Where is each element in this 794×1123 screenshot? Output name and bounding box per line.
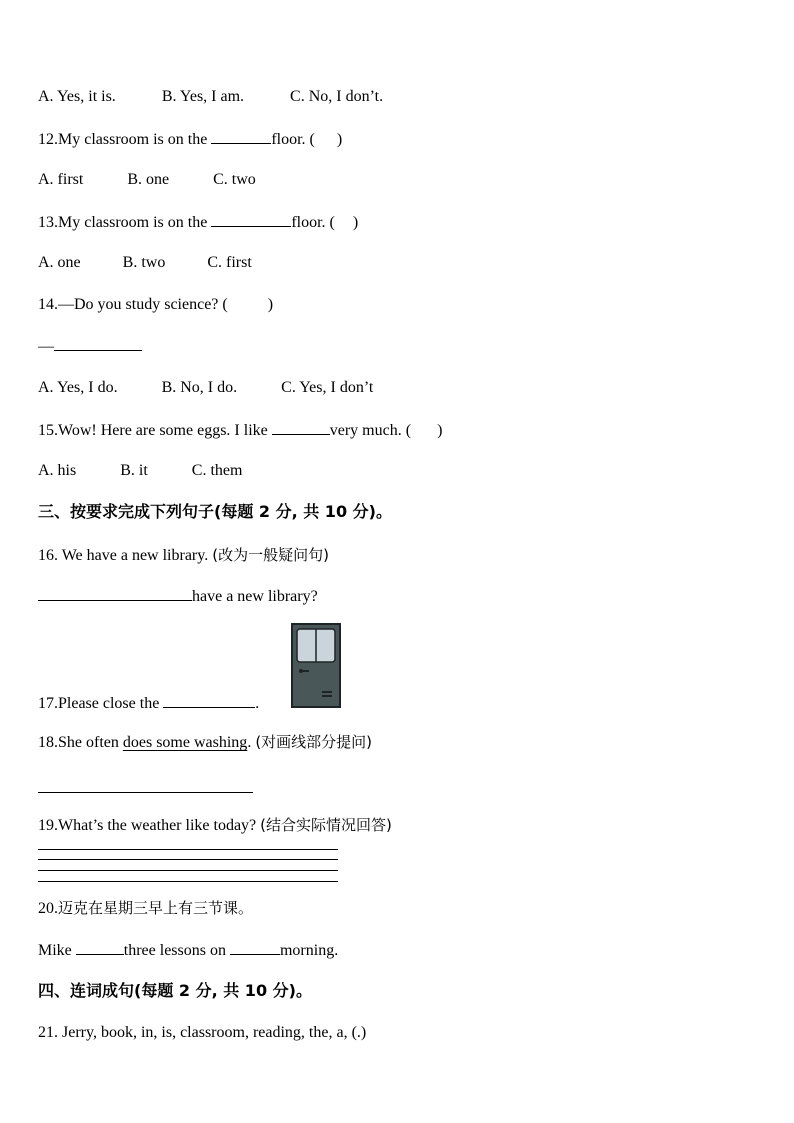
section-3-heading: 三、按要求完成下列句子(每题 2 分, 共 10 分)。 <box>38 502 392 521</box>
q13-text-after: floor. ( <box>291 214 335 231</box>
q13-blank[interactable] <box>211 212 291 227</box>
q19-instruction: (结合实际情况回答) <box>260 816 392 834</box>
q15-number: 15. <box>38 422 58 439</box>
q16-answer-line <box>38 586 318 607</box>
q19-number: 19. <box>38 817 58 834</box>
q14-close-paren: ) <box>267 296 274 313</box>
q15-text-after: very much. ( <box>329 422 412 439</box>
q15-question <box>38 420 442 441</box>
q12-blank[interactable] <box>211 129 271 144</box>
q19-answer-line-3[interactable] <box>38 870 338 871</box>
q18-instruction: (对画线部分提问) <box>255 733 373 751</box>
q13-number: 13. <box>38 214 58 231</box>
q18-text-before: She often <box>58 734 123 751</box>
q14-question <box>38 295 273 315</box>
q16-instruction: (改为一般疑问句) <box>212 546 329 564</box>
q17-number: 17. <box>38 695 58 712</box>
q15-option-c: C. them <box>191 462 243 479</box>
q14-answer-dash: — <box>38 338 54 355</box>
q21-number: 21. <box>38 1024 62 1041</box>
q12-text-after: floor. ( <box>271 131 315 148</box>
q13-option-a: A. one <box>38 254 81 271</box>
q15-text-before: Wow! Here are some eggs. I like <box>58 422 272 439</box>
q12-text-before: My classroom is on the <box>58 131 212 148</box>
section-4-heading: 四、连词成句(每题 2 分, 共 10 分)。 <box>38 981 312 1000</box>
q19-answer-line-2[interactable] <box>38 859 338 860</box>
q13-text-before: My classroom is on the <box>58 214 212 231</box>
q15-blank[interactable] <box>272 420 330 435</box>
q15-option-b: B. it <box>120 462 148 479</box>
q11-option-c: C. No, I don’t. <box>290 88 384 105</box>
q18-text-after: . <box>247 734 256 751</box>
q12-options <box>38 170 256 190</box>
q16-text: We have a new library. <box>61 547 213 564</box>
q14-option-c: C. Yes, I don’t <box>281 379 374 396</box>
q16-question <box>38 545 329 566</box>
q12-option-b: B. one <box>127 171 170 188</box>
q20-prompt <box>38 898 253 919</box>
q20-start: Mike <box>38 942 76 959</box>
q14-option-b: B. No, I do. <box>161 379 238 396</box>
q16-number: 16. <box>38 547 62 564</box>
q12-number: 12. <box>38 131 58 148</box>
q16-answer-tail: have a new library? <box>192 588 318 605</box>
q17-text: Please close the <box>58 695 164 712</box>
q11-option-b: B. Yes, I am. <box>161 88 245 105</box>
q20-blank-1[interactable] <box>76 940 124 955</box>
q19-answer-line-4[interactable] <box>38 881 338 882</box>
q17-question <box>38 693 259 714</box>
q11-options <box>38 87 383 107</box>
q18-answer-blank[interactable] <box>38 792 253 793</box>
q13-option-b: B. two <box>122 254 166 271</box>
q13-close-paren: ) <box>352 214 359 231</box>
q14-option-a: A. Yes, I do. <box>38 379 118 396</box>
q16-answer-blank[interactable] <box>38 586 192 601</box>
q19-answer-line-1[interactable] <box>38 849 338 850</box>
q11-option-a: A. Yes, it is. <box>38 88 116 105</box>
q21-words: Jerry, book, in, is, classroom, reading, the, a, (.) <box>62 1024 367 1041</box>
q14-options <box>38 378 373 398</box>
q12-option-c: C. two <box>213 171 256 188</box>
q18-underlined-phrase: does some washing <box>122 734 248 751</box>
q20-chinese: 迈克在星期三早上有三节课。 <box>58 899 254 917</box>
q13-option-c: C. first <box>207 254 252 271</box>
q20-middle: three lessons on <box>123 942 230 959</box>
q19-question <box>38 815 392 836</box>
q12-question <box>38 129 342 150</box>
q19-text: What’s the weather like today? <box>58 817 261 834</box>
q14-answer-line <box>38 336 142 357</box>
q20-end: morning. <box>279 942 339 959</box>
q18-number: 18. <box>38 734 58 751</box>
q14-answer-blank[interactable] <box>54 336 142 351</box>
q14-number: 14. <box>38 296 58 313</box>
q15-options <box>38 461 242 481</box>
q20-sentence <box>38 940 338 961</box>
q18-question <box>38 732 372 753</box>
q15-close-paren: ) <box>437 422 443 439</box>
q13-options <box>38 253 252 273</box>
q13-question <box>38 212 358 233</box>
q14-text: —Do you study science? ( <box>58 296 228 313</box>
q20-blank-2[interactable] <box>230 940 280 955</box>
q15-option-a: A. his <box>38 462 77 479</box>
q20-number: 20. <box>38 900 58 917</box>
q17-blank[interactable] <box>163 693 255 708</box>
q12-option-a: A. first <box>38 171 84 188</box>
door-icon <box>291 623 341 708</box>
q21-question <box>38 1023 366 1043</box>
q12-close-paren: ) <box>336 131 343 148</box>
q17-end: . <box>255 695 260 712</box>
